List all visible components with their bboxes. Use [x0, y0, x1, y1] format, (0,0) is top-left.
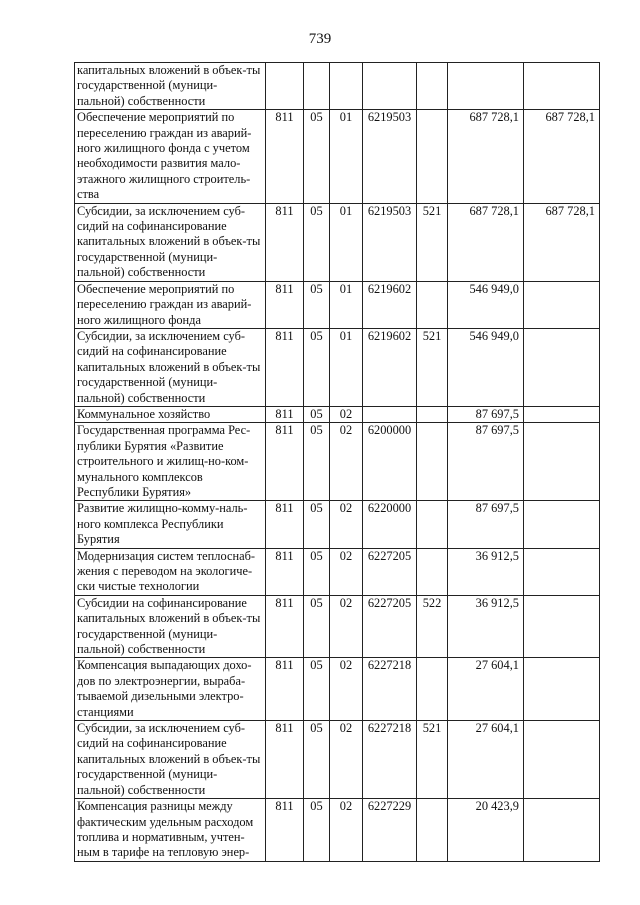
amount-1: 87 697,5 — [448, 406, 524, 422]
table-row — [75, 63, 600, 110]
amount-2 — [524, 406, 600, 422]
table-row — [75, 423, 600, 501]
target-item-code: 6200000 — [363, 423, 417, 501]
amount-2 — [524, 721, 600, 799]
amount-1 — [448, 63, 524, 110]
expense-type-code: 521 — [417, 203, 448, 281]
ministry-code: 811 — [266, 203, 304, 281]
row-name: капитальных вложений в объек-ты государственной (муници-пальной) собственности — [75, 63, 266, 110]
amount-1: 87 697,5 — [448, 423, 524, 501]
row-name: Обеспечение мероприятий по переселению граждан из аварий-ного жилищного фонда с учетом необходимости развития мало-этажного жилищного строитель-ства — [75, 110, 266, 203]
row-name: Модернизация систем теплоснаб-жения с переводом на экологиче-ски чистые технологии — [75, 548, 266, 595]
section-code: 05 — [304, 406, 330, 422]
subsection-code: 02 — [330, 721, 363, 799]
section-code: 05 — [304, 110, 330, 203]
ministry-code: 811 — [266, 423, 304, 501]
row-name: Компенсация выпадающих дохо-дов по электроэнергии, выраба-тываемой дизельными электро-станциями — [75, 658, 266, 721]
target-item-code: 6227218 — [363, 658, 417, 721]
amount-1: 27 604,1 — [448, 658, 524, 721]
amount-2 — [524, 328, 600, 406]
table-row — [75, 548, 600, 595]
ministry-code: 811 — [266, 595, 304, 658]
row-name: Государственная программа Рес-публики Бурятия «Развитие строительного и жилищ-но-ком-мунального комплексов Республики Бурятия» — [75, 423, 266, 501]
table-row — [75, 406, 600, 422]
amount-2 — [524, 799, 600, 862]
section-code — [304, 63, 330, 110]
amount-2 — [524, 63, 600, 110]
ministry-code: 811 — [266, 721, 304, 799]
table-row — [75, 799, 600, 862]
ministry-code: 811 — [266, 799, 304, 862]
amount-1: 546 949,0 — [448, 328, 524, 406]
row-name: Субсидии, за исключением суб-сидий на софинансирование капитальных вложений в объек-ты государственной (муници-пальной) собственности — [75, 203, 266, 281]
row-name: Компенсация разницы между фактическим удельным расходом топлива и нормативным, учтен-ным в тарифе на тепловую энер- — [75, 799, 266, 862]
section-code: 05 — [304, 501, 330, 548]
section-code: 05 — [304, 658, 330, 721]
subsection-code: 02 — [330, 595, 363, 658]
expense-type-code — [417, 548, 448, 595]
section-code: 05 — [304, 721, 330, 799]
amount-1: 87 697,5 — [448, 501, 524, 548]
ministry-code — [266, 63, 304, 110]
target-item-code: 6227229 — [363, 799, 417, 862]
row-name: Обеспечение мероприятий по переселению граждан из аварий-ного жилищного фонда — [75, 281, 266, 328]
ministry-code: 811 — [266, 501, 304, 548]
ministry-code: 811 — [266, 328, 304, 406]
target-item-code: 6219602 — [363, 281, 417, 328]
expense-type-code — [417, 110, 448, 203]
table-row — [75, 501, 600, 548]
amount-2 — [524, 423, 600, 501]
page-number: 739 — [308, 31, 332, 47]
subsection-code: 02 — [330, 406, 363, 422]
target-item-code: 6227218 — [363, 721, 417, 799]
table-row — [75, 281, 600, 328]
amount-1: 20 423,9 — [448, 799, 524, 862]
amount-1: 546 949,0 — [448, 281, 524, 328]
expense-type-code: 521 — [417, 721, 448, 799]
amount-2 — [524, 595, 600, 658]
expense-type-code — [417, 406, 448, 422]
section-code: 05 — [304, 203, 330, 281]
amount-2: 687 728,1 — [524, 110, 600, 203]
table-row — [75, 658, 600, 721]
section-code: 05 — [304, 548, 330, 595]
amount-1: 687 728,1 — [448, 203, 524, 281]
target-item-code: 6219503 — [363, 203, 417, 281]
section-code: 05 — [304, 799, 330, 862]
row-name: Коммунальное хозяйство — [75, 406, 266, 422]
budget-table — [74, 62, 600, 862]
table-row — [75, 595, 600, 658]
subsection-code: 02 — [330, 501, 363, 548]
amount-2 — [524, 548, 600, 595]
expense-type-code — [417, 501, 448, 548]
ministry-code: 811 — [266, 406, 304, 422]
expense-type-code — [417, 658, 448, 721]
target-item-code — [363, 63, 417, 110]
expense-type-code — [417, 423, 448, 501]
subsection-code: 02 — [330, 548, 363, 595]
ministry-code: 811 — [266, 281, 304, 328]
amount-2 — [524, 658, 600, 721]
section-code: 05 — [304, 595, 330, 658]
target-item-code: 6219602 — [363, 328, 417, 406]
row-name: Субсидии на софинансирование капитальных вложений в объек-ты государственной (муници-пальной) собственности — [75, 595, 266, 658]
row-name: Субсидии, за исключением суб-сидий на софинансирование капитальных вложений в объек-ты государственной (муници-пальной) собственности — [75, 328, 266, 406]
subsection-code: 01 — [330, 110, 363, 203]
amount-2: 687 728,1 — [524, 203, 600, 281]
ministry-code: 811 — [266, 548, 304, 595]
target-item-code — [363, 406, 417, 422]
section-code: 05 — [304, 423, 330, 501]
subsection-code: 02 — [330, 423, 363, 501]
subsection-code: 02 — [330, 658, 363, 721]
subsection-code: 01 — [330, 281, 363, 328]
table-row — [75, 203, 600, 281]
expense-type-code — [417, 281, 448, 328]
expense-type-code — [417, 799, 448, 862]
section-code: 05 — [304, 328, 330, 406]
amount-2 — [524, 281, 600, 328]
subsection-code — [330, 63, 363, 110]
target-item-code: 6220000 — [363, 501, 417, 548]
table-row — [75, 721, 600, 799]
section-code: 05 — [304, 281, 330, 328]
expense-type-code — [417, 63, 448, 110]
amount-1: 687 728,1 — [448, 110, 524, 203]
amount-1: 27 604,1 — [448, 721, 524, 799]
subsection-code: 02 — [330, 799, 363, 862]
subsection-code: 01 — [330, 328, 363, 406]
amount-1: 36 912,5 — [448, 595, 524, 658]
table-row — [75, 110, 600, 203]
ministry-code: 811 — [266, 658, 304, 721]
amount-1: 36 912,5 — [448, 548, 524, 595]
target-item-code: 6227205 — [363, 595, 417, 658]
row-name: Развитие жилищно-комму-наль-ного комплекса Республики Бурятия — [75, 501, 266, 548]
target-item-code: 6227205 — [363, 548, 417, 595]
expense-type-code: 522 — [417, 595, 448, 658]
expense-type-code: 521 — [417, 328, 448, 406]
subsection-code: 01 — [330, 203, 363, 281]
row-name: Субсидии, за исключением суб-сидий на софинансирование капитальных вложений в объек-ты государственной (муници-пальной) собственности — [75, 721, 266, 799]
ministry-code: 811 — [266, 110, 304, 203]
table-row — [75, 328, 600, 406]
amount-2 — [524, 501, 600, 548]
target-item-code: 6219503 — [363, 110, 417, 203]
